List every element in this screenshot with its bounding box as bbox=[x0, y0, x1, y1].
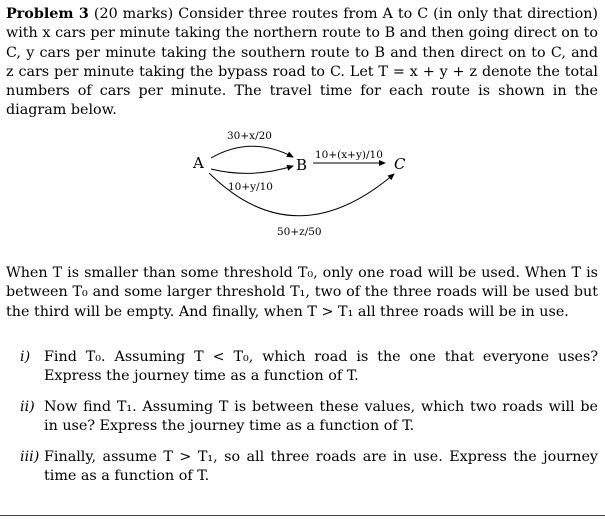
route-diagram bbox=[185, 123, 425, 243]
question-line: a function of T. bbox=[101, 468, 210, 485]
question-label: i) bbox=[20, 349, 31, 365]
question-label: ii) bbox=[20, 399, 35, 415]
question-list-1 bbox=[20, 348, 598, 387]
southern-route-arrow bbox=[211, 166, 293, 173]
bc-route-label: 10+(x+y)/10 bbox=[315, 149, 383, 161]
question-line: the journey time as a function of T. bbox=[106, 368, 359, 385]
threshold-paragraph bbox=[6, 264, 598, 322]
problem-heading: Problem 3 bbox=[6, 6, 89, 22]
southern-route-label: 10+y/10 bbox=[228, 181, 273, 193]
question-line: Finally, assume T > T₁, so all three roads are in use. Express the journey time as bbox=[44, 449, 598, 485]
node-c: C bbox=[394, 155, 406, 173]
node-a: A bbox=[193, 154, 204, 172]
question-item bbox=[20, 348, 598, 387]
question-label: iii) bbox=[20, 449, 40, 465]
threshold-line-3: third will be empty. And finally, when T > T₁ all three roads will be in use. bbox=[33, 303, 569, 320]
problem-statement bbox=[6, 5, 598, 121]
intro-line-2: x cars per minute taking the northern route to B and then going direct on to C, y cars bbox=[6, 25, 599, 61]
node-b: B bbox=[296, 156, 308, 174]
question-line: Now find T₁. Assuming T is between these values, which two roads will be in use? bbox=[44, 399, 598, 435]
question-list-2 bbox=[20, 398, 598, 437]
threshold-line-1: When T is smaller than some threshold T₀, only one road will be used. When T is bbox=[6, 265, 598, 281]
problem-marks: (20 marks) bbox=[93, 6, 174, 22]
intro-line-5: cars per minute. The travel time for each route is shown in the diagram below. bbox=[6, 83, 598, 119]
question-list-3 bbox=[20, 448, 598, 487]
threshold-line-2: between T₀ and some larger threshold T₁, two of the three roads will be used but the bbox=[6, 284, 598, 320]
bypass-route-arrow bbox=[209, 173, 394, 216]
intro-line-3: per minute taking the southern route to B and then direct on to C, and z cars per bbox=[6, 44, 599, 80]
question-item bbox=[20, 398, 598, 437]
bypass-route-label: 50+z/50 bbox=[277, 226, 322, 238]
northern-route-label: 30+x/20 bbox=[227, 130, 272, 142]
northern-route-arrow bbox=[211, 146, 293, 158]
question-line: Find T₀. Assuming T < T₀, which road is the one that everyone uses? Express bbox=[44, 349, 598, 385]
question-item bbox=[20, 448, 598, 487]
question-line: Express the journey time as a function of T. bbox=[99, 418, 415, 435]
intro-line-4: minute taking the bypass road to C. Let T = x + y + z denote the total numbers of bbox=[6, 63, 598, 100]
bottom-rule bbox=[0, 515, 605, 516]
intro-line-1: Consider three routes from A to C (in only that direction) with bbox=[6, 6, 598, 42]
